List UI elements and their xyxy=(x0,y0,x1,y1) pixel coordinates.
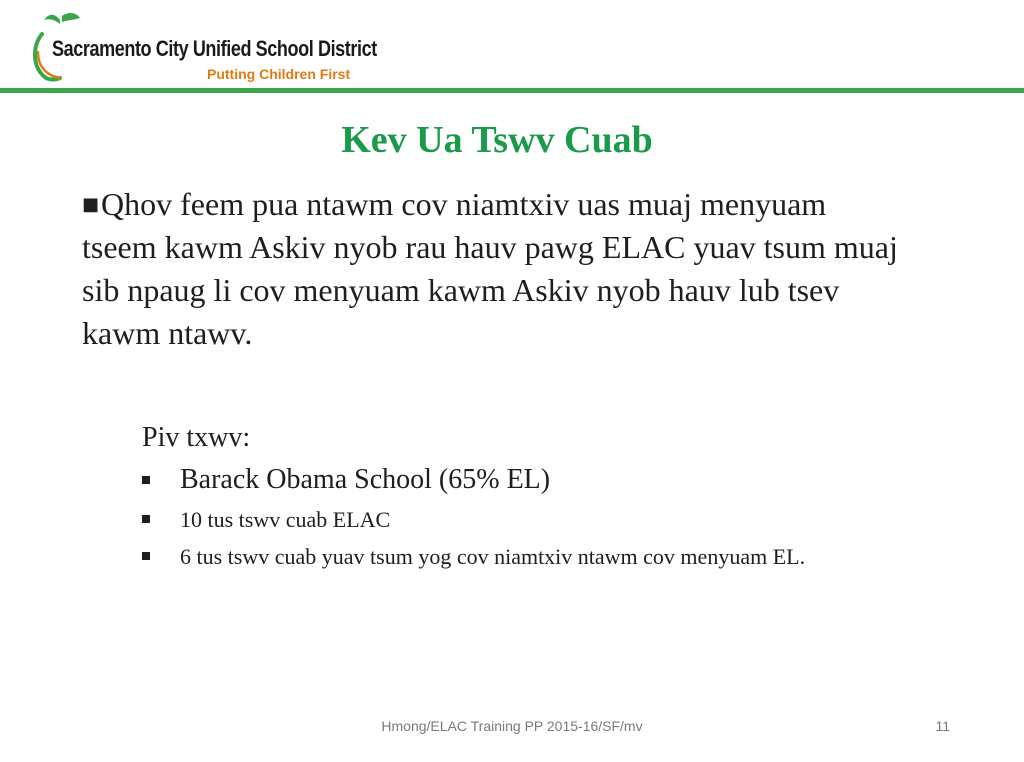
example-list xyxy=(142,462,942,578)
slide-title: Kev Ua Tswv Cuab xyxy=(341,119,653,161)
square-bullet-icon xyxy=(142,515,150,523)
main-bullet xyxy=(82,183,902,355)
list-item-text: 6 tus tswv cuab yuav tsum yog cov niamtxiv ntawm cov menyuam EL. xyxy=(180,544,806,569)
list-item xyxy=(142,541,942,572)
list-item-text: 10 tus tswv cuab ELAC xyxy=(180,507,391,532)
square-bullet-icon xyxy=(142,476,150,484)
list-item xyxy=(142,462,942,498)
list-item-text: Barack Obama School (65% EL) xyxy=(180,464,551,495)
square-bullet-icon: ■ xyxy=(82,194,100,215)
district-logo xyxy=(30,12,377,87)
main-bullet-text: Qhov feem pua ntawm cov niamtxiv uas muaj menyuam tseem kawm Askiv nyob rau hauv pawg ELAC yuav tsum muaj sib npaug li cov menyuam kawm Askiv nyob hauv lub tsev kawm ntawv. xyxy=(82,186,898,351)
slide-header xyxy=(0,0,1024,96)
district-name: Sacramento City Unified School District xyxy=(52,36,377,61)
district-tagline: Putting Children First xyxy=(207,66,351,82)
list-item xyxy=(142,504,942,535)
example-heading: Piv txwv: xyxy=(142,422,251,453)
square-bullet-icon xyxy=(142,552,150,560)
footer-text: Hmong/ELAC Training PP 2015-16/SF/mv xyxy=(381,718,643,734)
slide-number: 11 xyxy=(935,718,950,734)
header-divider xyxy=(0,88,1024,93)
